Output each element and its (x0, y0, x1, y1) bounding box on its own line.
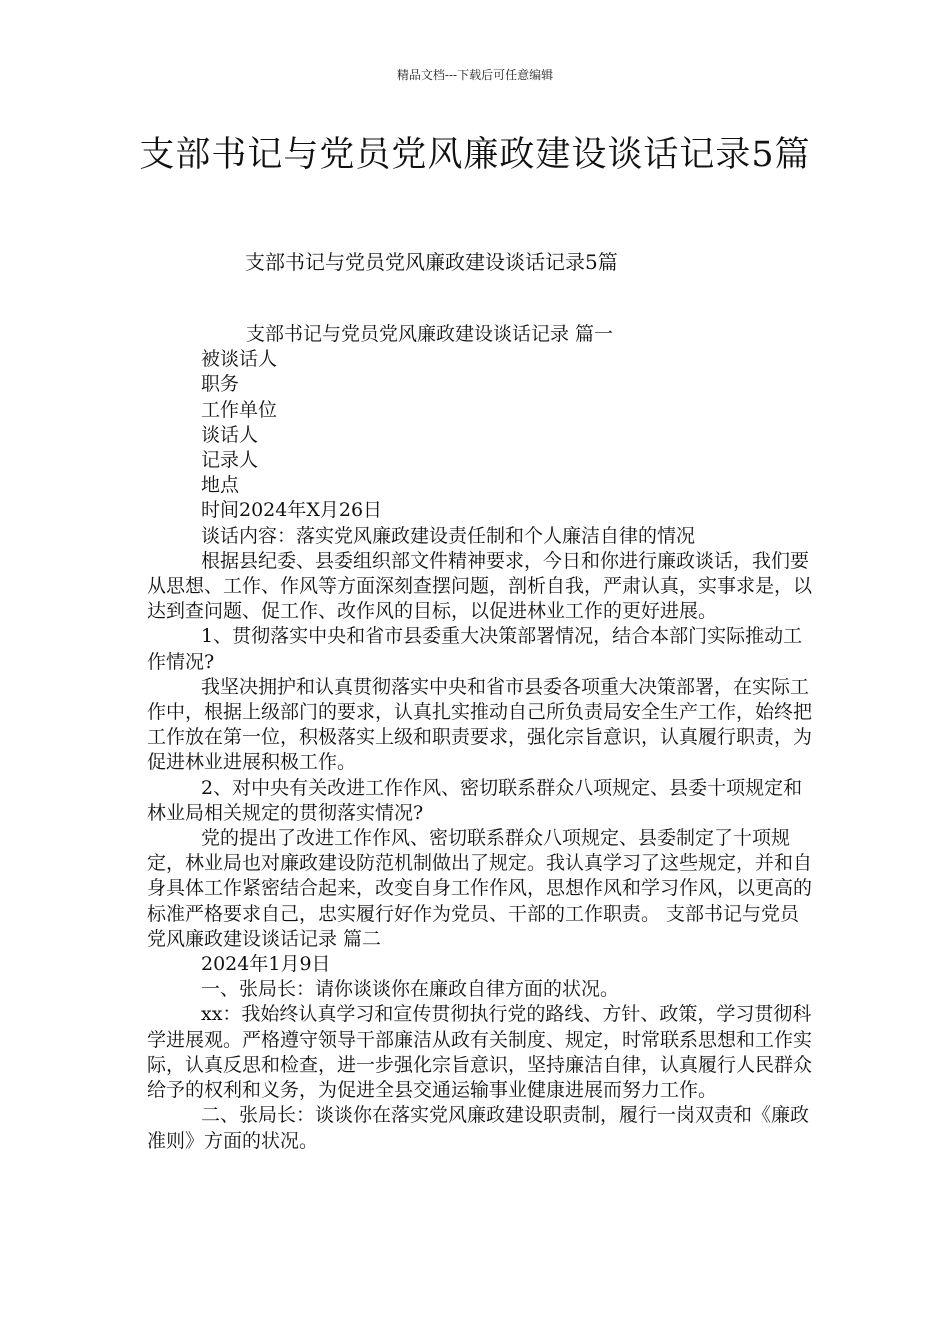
field-interviewer: 谈话人 (201, 423, 259, 446)
field-time: 时间2024年X月26日 (201, 499, 383, 522)
paragraph: 1、贯彻落实中央和省市县委重大决策部署情况，结合本部门实际推动工作情况? (147, 625, 803, 673)
field-recorder: 记录人 (201, 449, 259, 472)
document-title: 支部书记与党员党风廉政建设谈话记录5篇 (139, 135, 811, 175)
paragraph: 党的提出了改进工作作风、密切联系群众八项规定、县委制定了十项规定，林业局也对廉政建设防范机制做出了规定。我认真学习了这些规定，并和自身具体工作紧密结合起来，改变自身工作作风，思想作风和学习作风，以更高的标准严格要求自己，忠实履行好作为党员、干部的工作职责。 支部书记与党员党风廉政建设谈话记录 篇二 (147, 827, 813, 950)
field-work-unit: 工作单位 (201, 398, 278, 421)
paragraph: 根据县纪委、县委组织部文件精神要求，今日和你进行廉政谈话，我们要从思想、工作、作风等方面深刻查摆问题，剖析自我，严肃认真，实事求是，以达到查问题、促工作、改作风的目标，以促进林业工作的更好进展。 (147, 549, 813, 623)
field-location: 地点 (201, 474, 240, 497)
field-position: 职务 (201, 373, 240, 396)
page-header: 精品文档---下载后可任意编辑 (396, 68, 554, 82)
paragraph: 二、张局长：谈谈你在落实党风廉政建设职责制，履行一岗双责和《廉政准则》方面的状况。 (147, 1104, 810, 1152)
field-interviewee: 被谈话人 (201, 348, 278, 371)
paragraph: 2024年1月9日 (201, 953, 331, 976)
paragraph: 谈话内容：落实党风廉政建设责任制和个人廉洁自律的情况 (201, 524, 696, 547)
paragraph: 我坚决拥护和认真贯彻落实中央和省市县委各项重大决策部署，在实际工作中，根据上级部门的要求，认真扎实推动自己所负责局安全生产工作，始终把工作放在第一位，积极落实上级和职责要求，强化宗旨意识，认真履行职责，为促进林业进展积极工作。 (147, 675, 813, 774)
section-heading: 支部书记与党员党风廉政建设谈话记录 篇一 (246, 323, 614, 345)
paragraph: 一、张局长：请你谈谈你在廉政自律方面的状况。 (201, 978, 620, 1001)
document-subtitle: 支部书记与党员党风廉政建设谈话记录5篇 (245, 250, 618, 274)
paragraph: 2、对中央有关改进工作作风、密切联系群众八项规定、县委十项规定和林业局相关规定的贯彻落实情况? (147, 776, 803, 824)
document-body (147, 322, 812, 1154)
paragraph: xx：我始终认真学习和宣传贯彻执行党的路线、方针、政策，学习贯彻科学进展观。严格遵守领导干部廉洁从政有关制度、规定，时常联系思想和工作实际，认真反思和检查，进一步强化宗旨意识，坚持廉洁自律，认真履行人民群众给予的权利和义务，为促进全县交通运输事业健康进展而努力工作。 (147, 1003, 813, 1102)
